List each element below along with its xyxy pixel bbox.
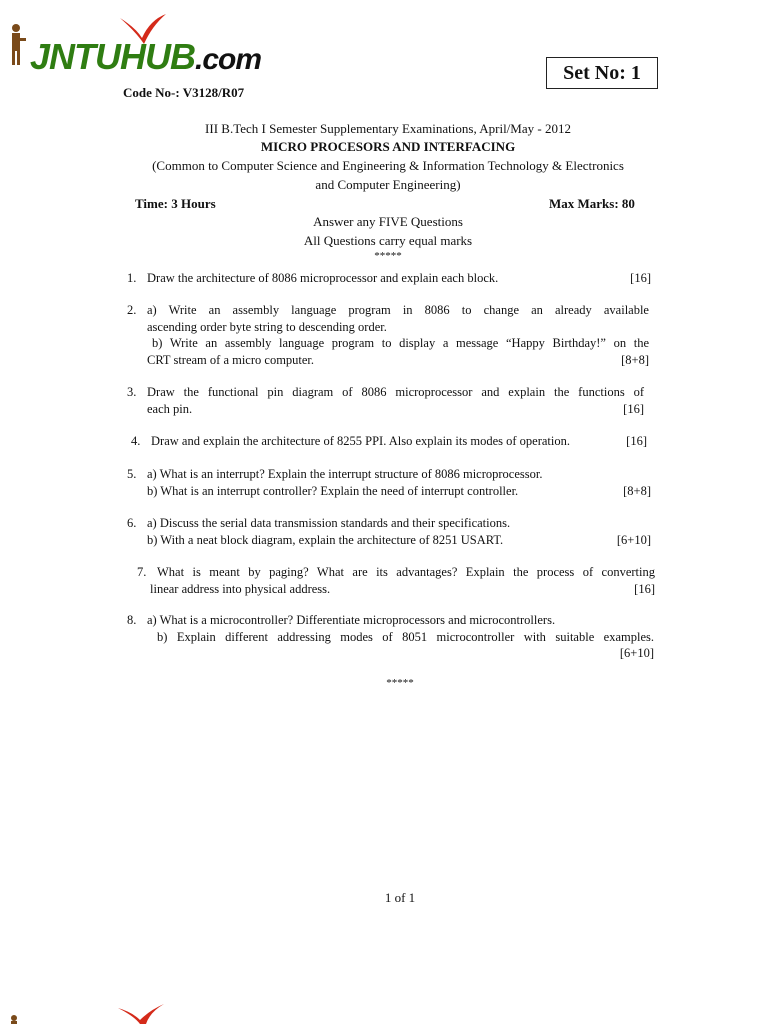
question-2a-line-2: ascending order byte string to descending order.	[147, 319, 387, 334]
question-8	[127, 612, 654, 662]
question-marks: [16]	[630, 271, 651, 285]
question-5b: b) What is an interrupt controller? Explain the need of interrupt controller.	[147, 483, 519, 498]
question-marks: [8+8]	[623, 483, 651, 498]
question-2b-line-1: b) Write an assembly language program to display a message “Happy Birthday!” on the	[152, 336, 649, 350]
logo-wordmark: JNTUHUB.com	[30, 36, 262, 77]
code-number: Code No-: V3128/R07	[123, 85, 245, 100]
common-line-2: and Computer Engineering)	[315, 177, 461, 192]
time-label: Time: 3 Hours	[135, 196, 216, 211]
question-number: 3.	[127, 385, 137, 399]
question-7-line-1: What is meant by paging? What are its advantages? Explain the process of converting	[157, 565, 655, 579]
question-number: 2.	[127, 303, 137, 317]
question-4	[131, 433, 647, 450]
question-number: 7.	[137, 565, 147, 579]
question-1	[127, 270, 651, 287]
instruction-1: Answer any FIVE Questions	[313, 214, 463, 229]
question-marks: [6+10]	[619, 646, 654, 660]
question-text: Draw the architecture of 8086 microprocessor and explain each block.	[147, 271, 499, 285]
question-number: 6.	[127, 516, 137, 530]
question-6a: a) Discuss the serial data transmission standards and their specifications.	[147, 516, 511, 530]
question-marks: [16]	[623, 401, 644, 416]
question-number: 4.	[131, 434, 141, 448]
question-2a-line-1: a) Write an assembly language program in 8086 to change an already available	[147, 303, 649, 317]
question-2b-line-2: CRT stream of a micro computer.	[147, 352, 315, 367]
jntuhub-logo	[8, 10, 308, 77]
question-8a: a) What is a microcontroller? Differentiate microprocessors and microcontrollers.	[147, 613, 556, 627]
question-marks: [8+8]	[621, 352, 649, 367]
question-2	[127, 302, 649, 368]
page-number: 1 of 1	[384, 890, 416, 905]
question-number: 5.	[127, 467, 137, 481]
footer-logo-graphic	[0, 994, 200, 1024]
question-7-line-2: linear address into physical address.	[150, 581, 331, 596]
question-number: 1.	[127, 271, 137, 285]
question-text: Draw and explain the architecture of 8255 PPI. Also explain its modes of operation.	[151, 434, 570, 448]
question-marks: [6+10]	[616, 532, 651, 547]
question-7	[137, 564, 655, 597]
common-line-1: (Common to Computer Science and Engineering & Information Technology & Electronics	[152, 158, 624, 173]
question-3-line-2: each pin.	[147, 401, 193, 416]
instruction-2: All Questions carry equal marks	[303, 233, 473, 248]
semester-line: III B.Tech I Semester Supplementary Examinations, April/May - 2012	[205, 121, 571, 136]
subject-title: MICRO PROCESORS AND INTERFACING	[260, 139, 516, 154]
question-5a: a) What is an interrupt? Explain the interrupt structure of 8086 microprocessor.	[147, 467, 543, 481]
question-8b: b) Explain different addressing modes of 8051 microcontroller with suitable examples.	[157, 629, 654, 644]
footer-logo	[0, 994, 200, 1024]
header-stars: *****	[374, 250, 402, 262]
question-number: 8.	[127, 613, 137, 627]
question-marks: [16]	[626, 434, 647, 448]
question-6b: b) With a neat block diagram, explain the architecture of 8251 USART.	[147, 532, 504, 547]
max-marks-label: Max Marks: 80	[549, 196, 635, 211]
question-marks: [16]	[634, 581, 655, 596]
set-number-box: Set No: 1	[546, 57, 658, 89]
question-5	[127, 466, 651, 499]
footer-stars: *****	[386, 677, 414, 689]
question-3-line-1: Draw the functional pin diagram of 8086 microprocessor and explain the functions of	[147, 385, 644, 399]
question-3	[127, 384, 644, 417]
question-6	[127, 515, 651, 548]
